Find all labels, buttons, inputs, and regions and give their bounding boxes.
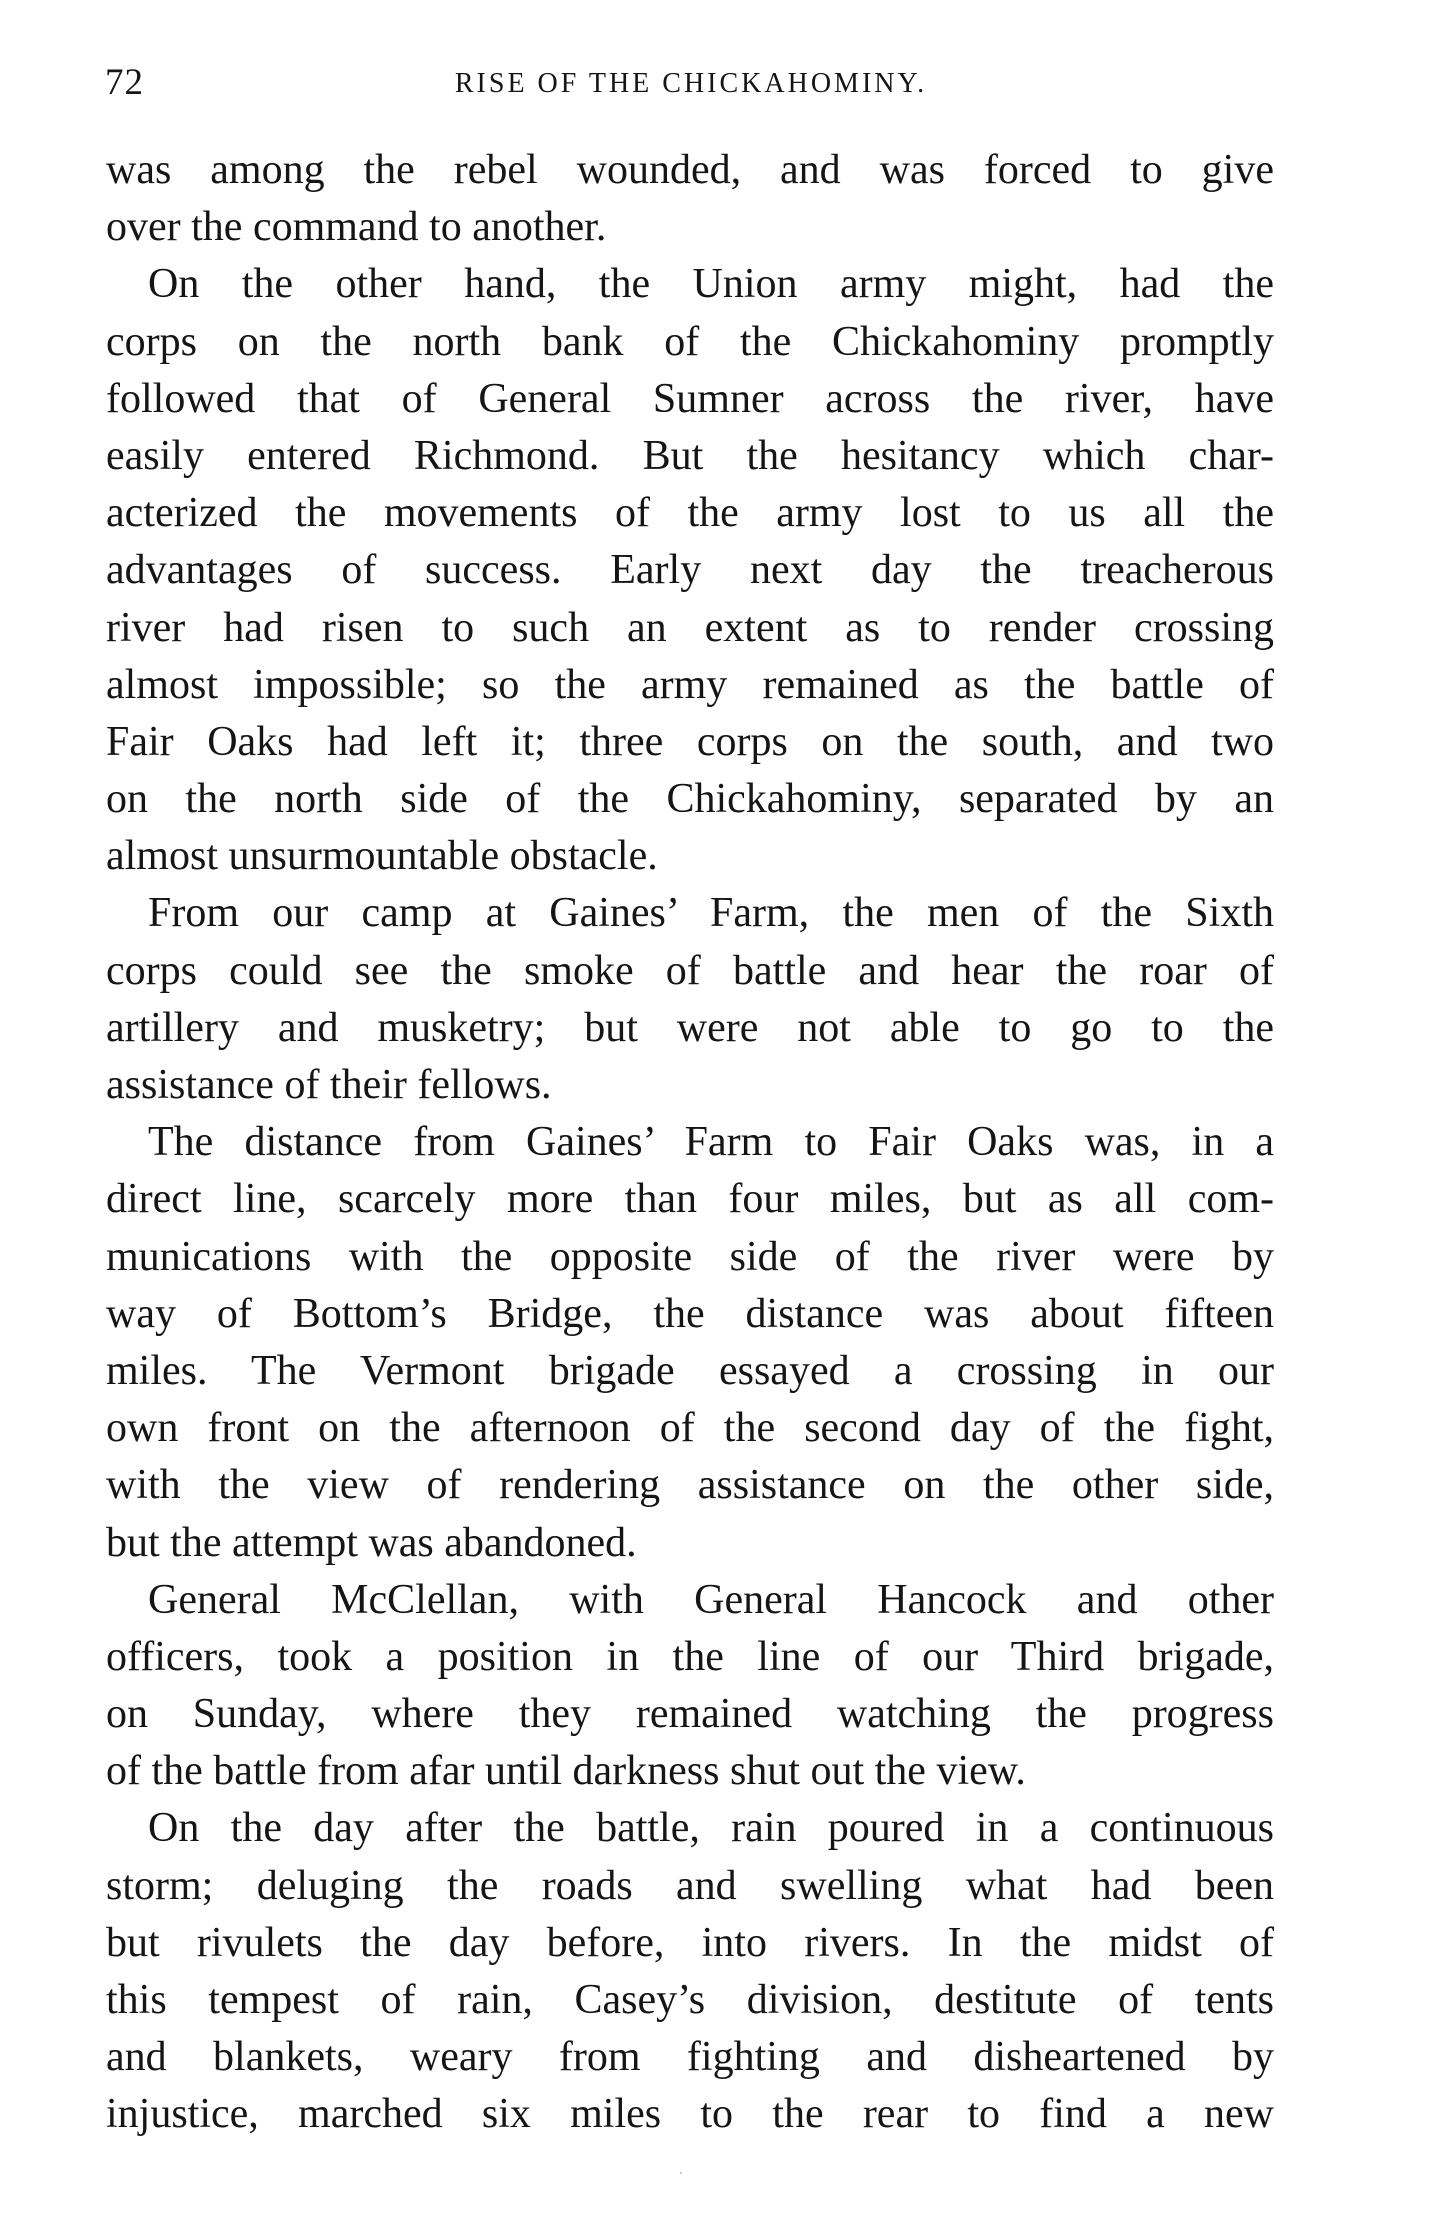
text-line: with the view of rendering assistance on the other side, [106,1462,1274,1509]
text-line: easily entered Richmond. But the hesitancy which char- [106,432,1274,479]
text-line: General McClellan, with General Hancock and other [148,1576,1274,1623]
text-line: miles. The Vermont brigade essayed a crossing in our [106,1347,1274,1394]
text-line: was among the rebel wounded, and was forced to give [106,147,1274,193]
text-line: officers, took a position in the line of our Third brigade, [106,1633,1274,1680]
text-line: The distance from Gaines’ Farm to Fair Oaks was, in a [148,1119,1274,1166]
text-line: followed that of General Sumner across the river, have [106,375,1274,422]
text-line: acterized the movements of the army lost to us all the [106,490,1274,537]
text-line: but the attempt was abandoned. [106,1519,637,1566]
paper-speck [680,2172,682,2174]
body-text [106,142,1274,2144]
text-line: over the command to another. [106,204,607,251]
running-head: RISE OF THE CHICKAHOMINY. [454,68,928,99]
text-line: On the day after the battle, rain poured in a continuous [148,1805,1274,1852]
text-line: direct line, scarcely more than four miles, but as all com- [106,1176,1274,1223]
text-line: storm; deluging the roads and swelling what had been [106,1862,1274,1909]
text-line: corps could see the smoke of battle and hear the roar of [106,947,1274,994]
text-line: Fair Oaks had left it; three corps on the south, and two [106,718,1274,765]
text-line: and blankets, weary from fighting and disheartened by [106,2034,1274,2081]
text-line: own front on the afternoon of the second day of the fight, [106,1405,1274,1452]
text-line: On the other hand, the Union army might, had the [148,261,1274,308]
text-line: munications with the opposite side of the river were by [106,1233,1274,1280]
text-line: river had risen to such an extent as to render crossing [106,604,1274,651]
text-line: of the battle from afar until darkness shut out the view. [106,1748,1026,1795]
text-line: injustice, marched six miles to the rear to find a new [106,2091,1274,2138]
text-line: this tempest of rain, Casey’s division, destitute of tents [106,1977,1274,2023]
text-line: way of Bottom’s Bridge, the distance was about fifteen [106,1290,1274,1337]
text-line: artillery and musketry; but were not able to go to the [106,1004,1274,1051]
text-line: corps on the north bank of the Chickahominy promptly [106,318,1274,365]
text-line: assistance of their fellows. [106,1062,552,1108]
text-line: on Sunday, where they remained watching the progress [106,1691,1274,1738]
text-line: From our camp at Gaines’ Farm, the men of the Sixth [148,890,1274,937]
text-line: almost impossible; so the army remained as the battle of [106,661,1274,708]
text-line: advantages of success. Early next day the treacherous [106,547,1274,594]
text-line: but rivulets the day before, into rivers. In the midst of [106,1919,1274,1966]
text-line: almost unsurmountable obstacle. [106,833,658,880]
text-line: on the north side of the Chickahominy, separated by an [106,776,1274,823]
page-header [105,58,1277,108]
page-number: 72 [105,62,144,103]
